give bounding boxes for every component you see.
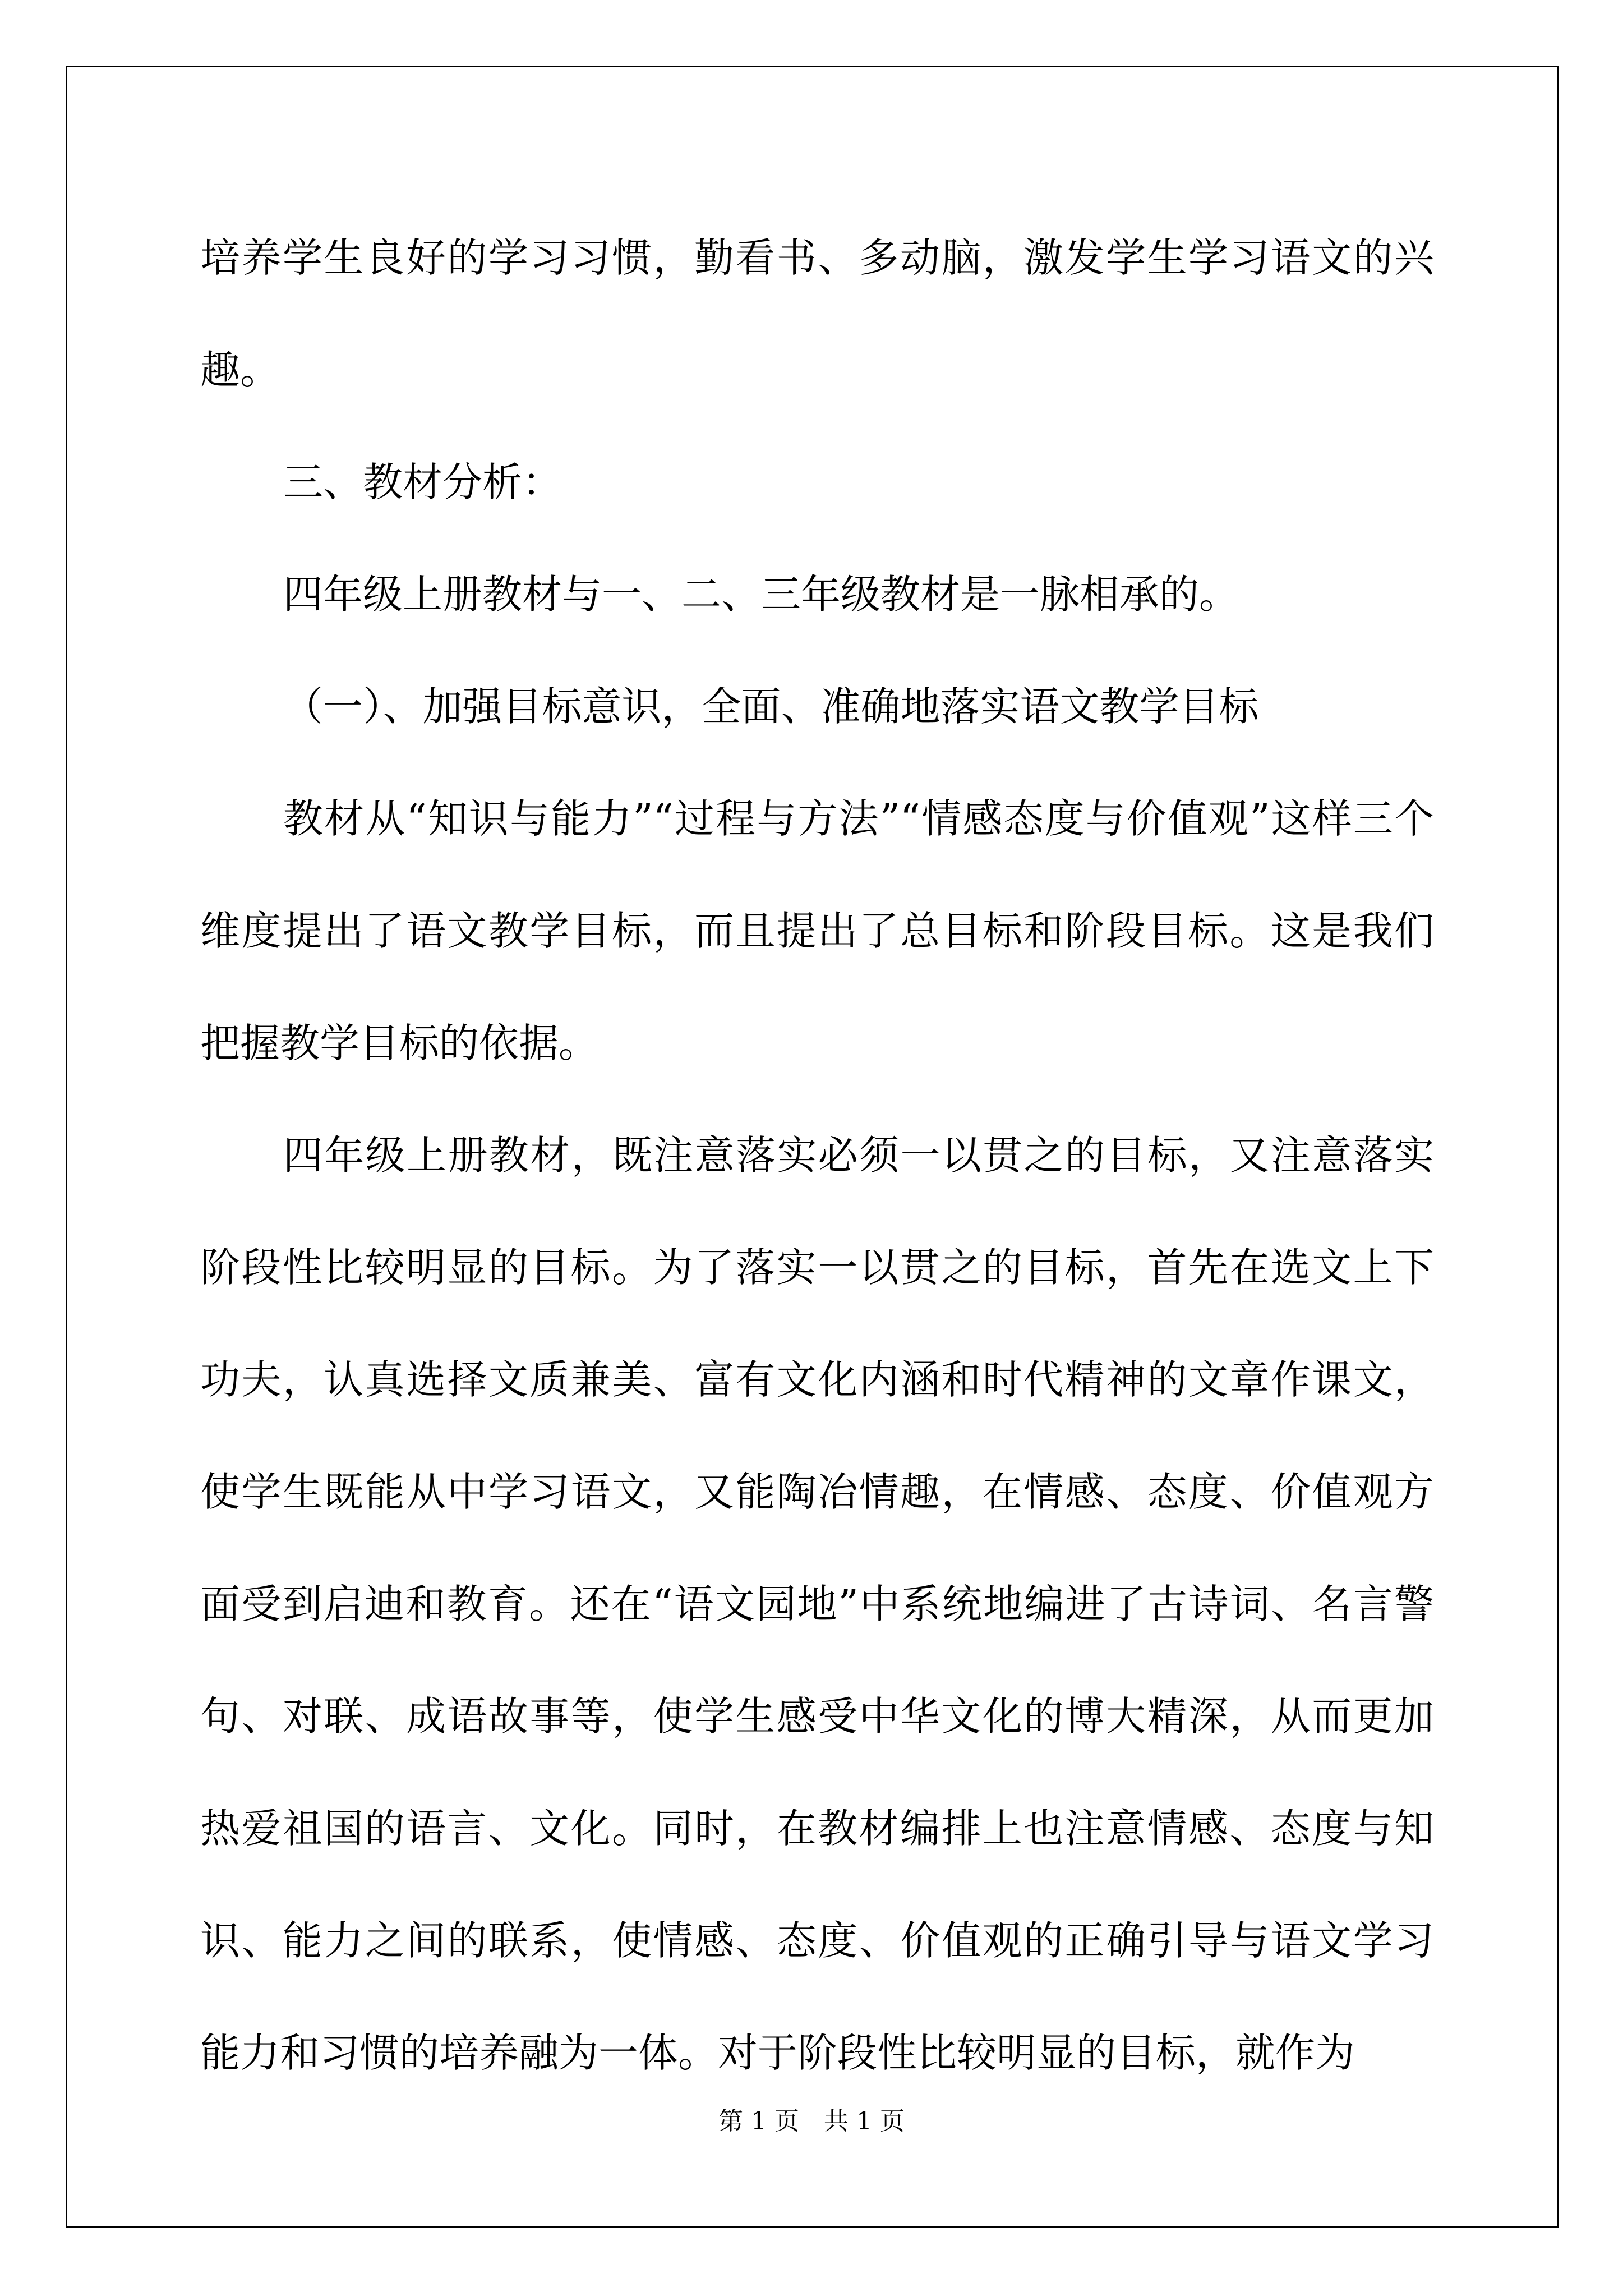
paragraph: 教材从“知识与能力”“过程与方法”“情感态度与价值观”这样三个维度提出了语文教学目标，而且提出了总目标和阶段目标。这是我们把握教学目标的依据。	[200, 795, 1434, 1066]
paragraph: 四年级上册教材与一、二、三年级教材是一脉相承的。	[283, 571, 1239, 618]
page-footer: 第 1 页 共 1 页	[718, 2107, 905, 2136]
paragraph: 四年级上册教材，既注意落实必须一以贯之的目标，又注意落实阶段性比较明显的目标。为了落实一以贯之的目标，首先在选文上下功夫，认真选择文质兼美、富有文化内涵和时代精神的文章作课文，使学生既能从中学习语文，又能陶冶情趣，在情感、态度、价值观方面受到启迪和教育。还在“语文园地”中系统地编进了古诗词、名言警句、对联、成语故事等，使学生感受中华文化的博大精深，从而更加热爱祖国的语言、文化。同时，在教材编排上也注意情感、态度与知识、能力之间的联系，使情感、态度、价值观的正确引导与语文学习能力和习惯的培养融为一体。对于阶段性比较明显的目标，就作为	[200, 1132, 1434, 2076]
paragraph-continued: 培养学生良好的学习习惯，勤看书、多动脑，激发学生学习语文的兴趣。	[200, 234, 1434, 393]
section-heading: 三、教材分析：	[283, 459, 562, 505]
document-body	[200, 202, 1434, 2109]
subsection-heading: （一）、加强目标意识，全面、准确地落实语文教学目标	[283, 683, 1259, 730]
